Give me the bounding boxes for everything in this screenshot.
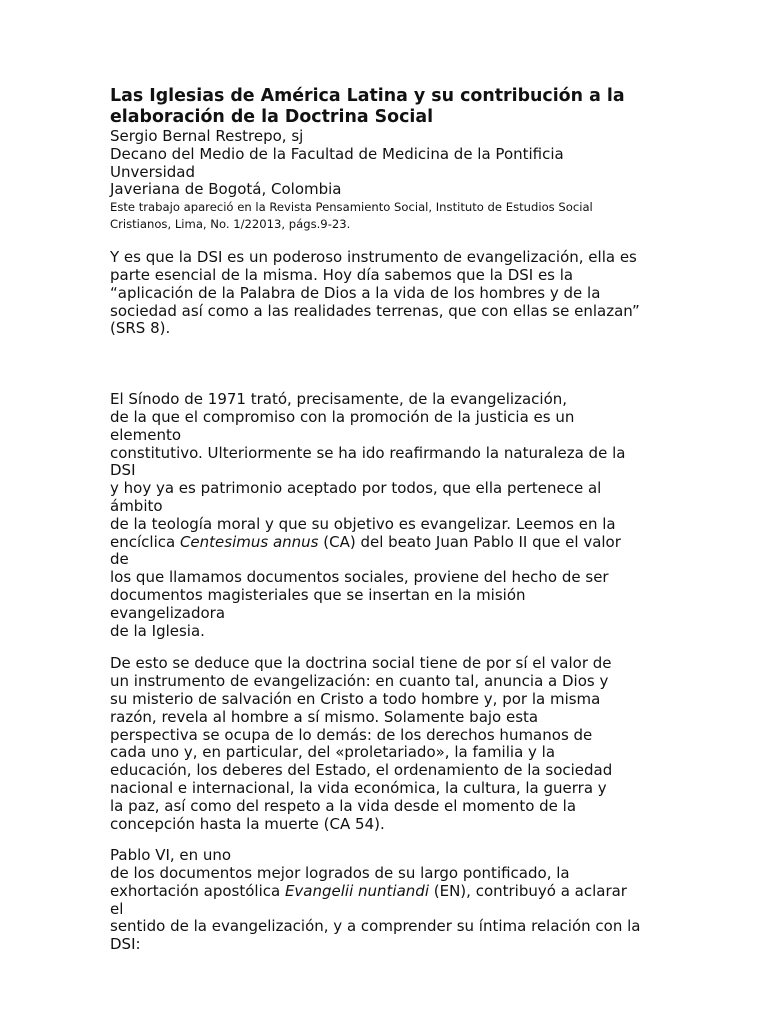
text-line: un instrumento de evangelización: en cuanto tal, anuncia a Dios y [110,672,609,691]
text-line [110,883,670,901]
text-line: documentos magisteriales que se insertan en la misión [110,585,526,604]
text-line: Y es que la DSI es un poderoso instrumento de evangelización, ella es [110,248,637,267]
text-line: constitutivo. Ulteriormente se ha ido reafirmando la naturaleza de la [110,443,626,462]
text-line: parte esencial de la misma. Hoy día sabemos que la DSI es la [110,265,574,284]
text-line: nacional e internacional, la vida económica, la cultura, la guerra y [110,778,607,797]
text-line: DSI: [110,935,141,954]
byline [110,128,670,199]
text-line: perspectiva se ocupa de lo demás: de los derechos humanos de [110,725,593,744]
author-location: Javeriana de Bogotá, Colombia [110,180,342,199]
text-line: de la Iglesia. [110,621,205,640]
paragraph-1 [110,249,670,338]
text-line: de los documentos mejor logrados de su largo pontificado, la [110,864,570,883]
text-line: de la teología moral y que su objetivo es evangelizar. Leemos en la [110,514,616,533]
title-line: Las Iglesias de América Latina y su contribución a la [110,86,625,106]
text-line: evangelizadora [110,603,226,622]
text-line: de la que el compromiso con la promoción de la justicia es un [110,407,575,426]
exhortation-title: Evangelii nuntiandi [284,881,429,900]
document-title [110,86,670,128]
text-line: razón, revela al hombre a sí mismo. Solamente bajo esta [110,707,539,726]
encyclical-title: Centesimus annus [179,532,319,551]
paragraph-2 [110,391,670,640]
note-line: Cristianos, Lima, No. 1/22013, págs.9-23. [110,216,351,231]
text-line: cada uno y, en particular, del «proletariado», la familia y la [110,743,556,762]
text-line: Pablo VI, en uno [110,846,232,865]
text-line: El Sínodo de 1971 trató, precisamente, de la evangelización, [110,390,568,409]
text-line [110,534,670,552]
publication-note [110,199,670,232]
text-span: (CA) del beato Juan Pablo II que el valor [318,532,621,551]
note-line: Este trabajo apareció en la Revista Pensamiento Social, Instituto de Estudios Social [110,200,593,215]
document-page [110,86,670,954]
text-line: ámbito [110,496,163,515]
text-line: (SRS 8). [110,319,171,338]
text-span: encíclica [110,532,180,551]
text-line: y hoy ya es patrimonio aceptado por todos, que ella pertenece al [110,479,602,498]
text-span: exhortación apostólica [110,881,285,900]
paragraph-4 [110,847,670,954]
text-line: de [110,550,129,569]
text-line: el [110,899,124,918]
author-affiliation: Unversidad [110,162,195,181]
text-line: concepción hasta la muerte (CA 54). [110,814,385,833]
text-line: elemento [110,425,182,444]
text-line: sociedad así como a las realidades terrenas, que con ellas se enlazan” [110,301,640,320]
text-line: sentido de la evangelización, y a comprender su íntima relación con la [110,917,641,936]
text-line: De esto se deduce que la doctrina social tiene de por sí el valor de [110,654,612,673]
text-line: “aplicación de la Palabra de Dios a la vida de los hombres y de la [110,283,601,302]
text-line: su misterio de salvación en Cristo a todo hombre y, por la misma [110,689,601,708]
text-line: educación, los deberes del Estado, el ordenamiento de la sociedad [110,761,613,780]
text-span: (EN), contribuyó a aclarar [428,881,627,900]
title-line: elaboración de la Doctrina Social [110,107,434,127]
paragraph-3 [110,655,670,833]
text-line: los que llamamos documentos sociales, proviene del hecho de ser [110,568,609,587]
author-name: Sergio Bernal Restrepo, sj [110,127,304,145]
author-affiliation: Decano del Medio de la Facultad de Medicina de la Pontificia [110,144,564,163]
text-line: la paz, así como del respeto a la vida desde el momento de la [110,796,577,815]
text-line: DSI [110,461,136,480]
